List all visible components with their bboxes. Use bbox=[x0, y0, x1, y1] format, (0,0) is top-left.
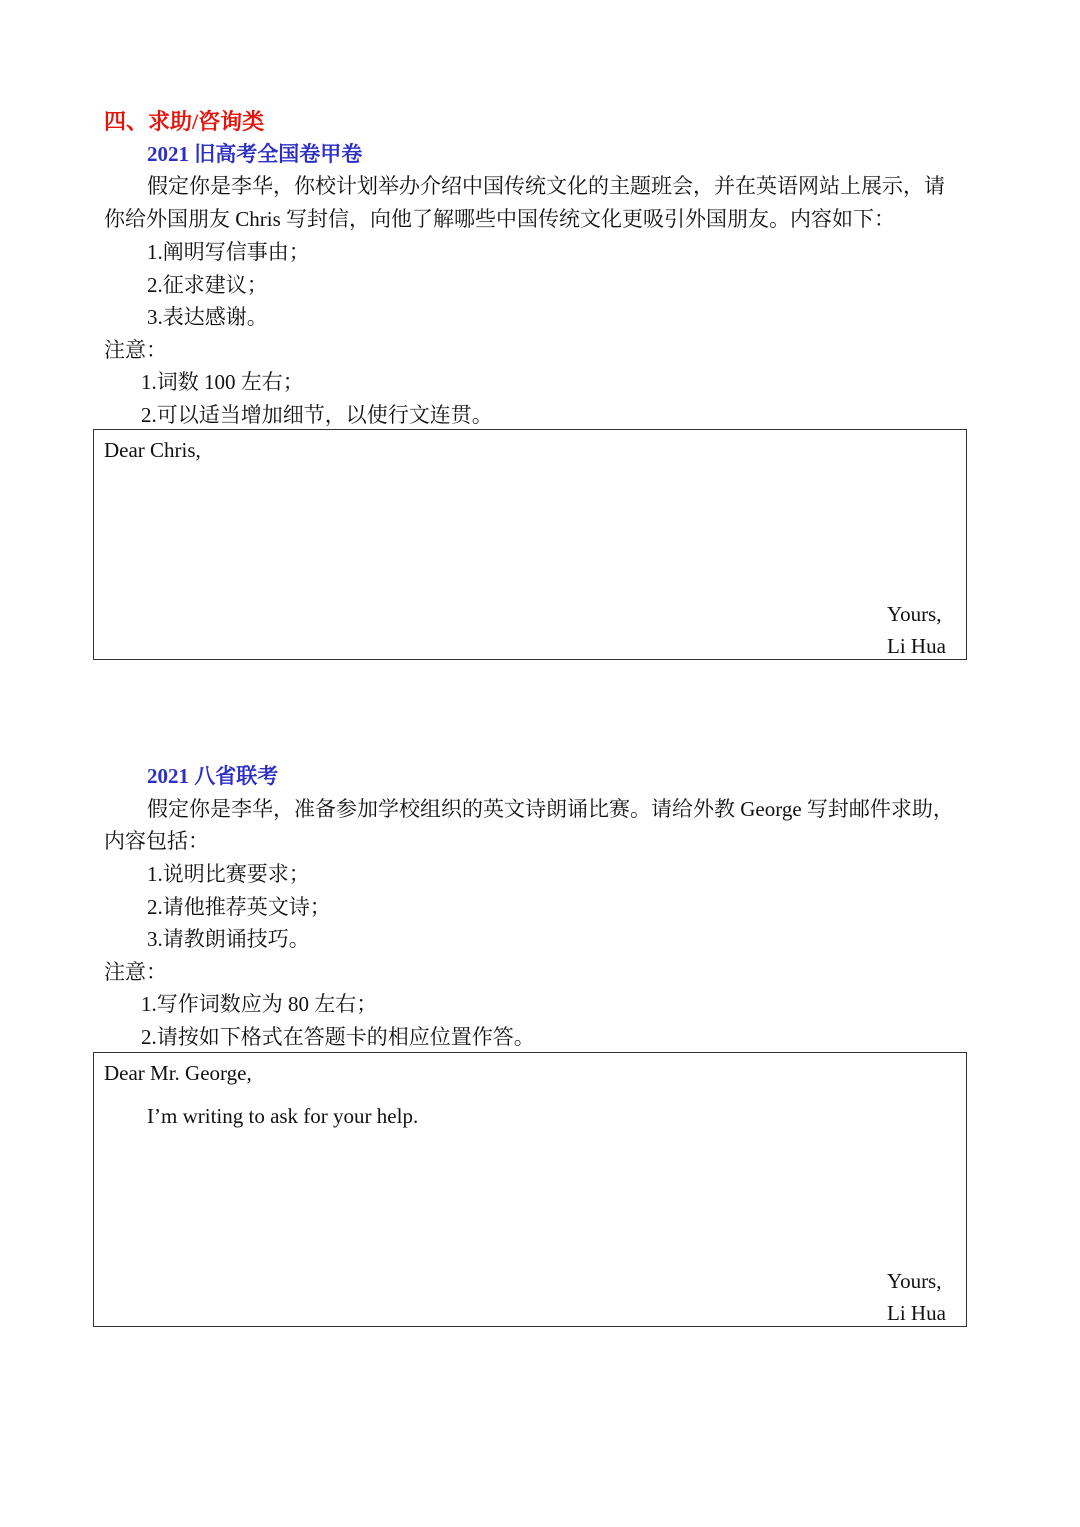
letter-closing: Yours, bbox=[887, 602, 942, 626]
note-item: 2.请按如下格式在答题卡的相应位置作答。 bbox=[141, 1025, 535, 1049]
letter-greeting: Dear Mr. George, bbox=[104, 1061, 252, 1085]
prompt-line: 你给外国朋友 Chris 写封信，向他了解哪些中国传统文化更吸引外国朋友。内容如下： bbox=[104, 207, 896, 231]
task-title: 2021 八省联考 bbox=[147, 764, 279, 788]
content-point: 3.请教朗诵技巧。 bbox=[147, 927, 310, 951]
letter-opening: I’m writing to ask for your help. bbox=[147, 1104, 419, 1128]
content-point: 3.表达感谢。 bbox=[147, 305, 268, 329]
note-item: 1.词数 100 左右； bbox=[141, 370, 304, 394]
section-title: 四、求助/咨询类 bbox=[104, 109, 265, 134]
letter-signature: Li Hua bbox=[887, 634, 946, 658]
content-point: 1.阐明写信事由； bbox=[147, 240, 310, 264]
content-point: 2.请他推荐英文诗； bbox=[147, 895, 331, 919]
letter-answer-box[interactable] bbox=[93, 1052, 967, 1327]
notes-label: 注意： bbox=[104, 338, 167, 362]
letter-greeting: Dear Chris, bbox=[104, 438, 201, 462]
letter-answer-box[interactable] bbox=[93, 429, 967, 660]
prompt-line: 内容包括： bbox=[104, 829, 209, 853]
notes-label: 注意： bbox=[104, 960, 167, 984]
prompt-line: 假定你是李华，准备参加学校组织的英文诗朗诵比赛。请给外教 George 写封邮件求助， bbox=[147, 797, 954, 821]
note-item: 1.写作词数应为 80 左右； bbox=[141, 992, 378, 1016]
letter-closing: Yours, bbox=[887, 1269, 942, 1293]
content-point: 1.说明比赛要求； bbox=[147, 862, 310, 886]
prompt-line: 假定你是李华，你校计划举办介绍中国传统文化的主题班会，并在英语网站上展示，请 bbox=[147, 174, 945, 198]
task-title: 2021 旧高考全国卷甲卷 bbox=[147, 142, 363, 166]
content-point: 2.征求建议； bbox=[147, 273, 268, 297]
letter-signature: Li Hua bbox=[887, 1301, 946, 1325]
note-item: 2.可以适当增加细节，以使行文连贯。 bbox=[141, 403, 493, 427]
